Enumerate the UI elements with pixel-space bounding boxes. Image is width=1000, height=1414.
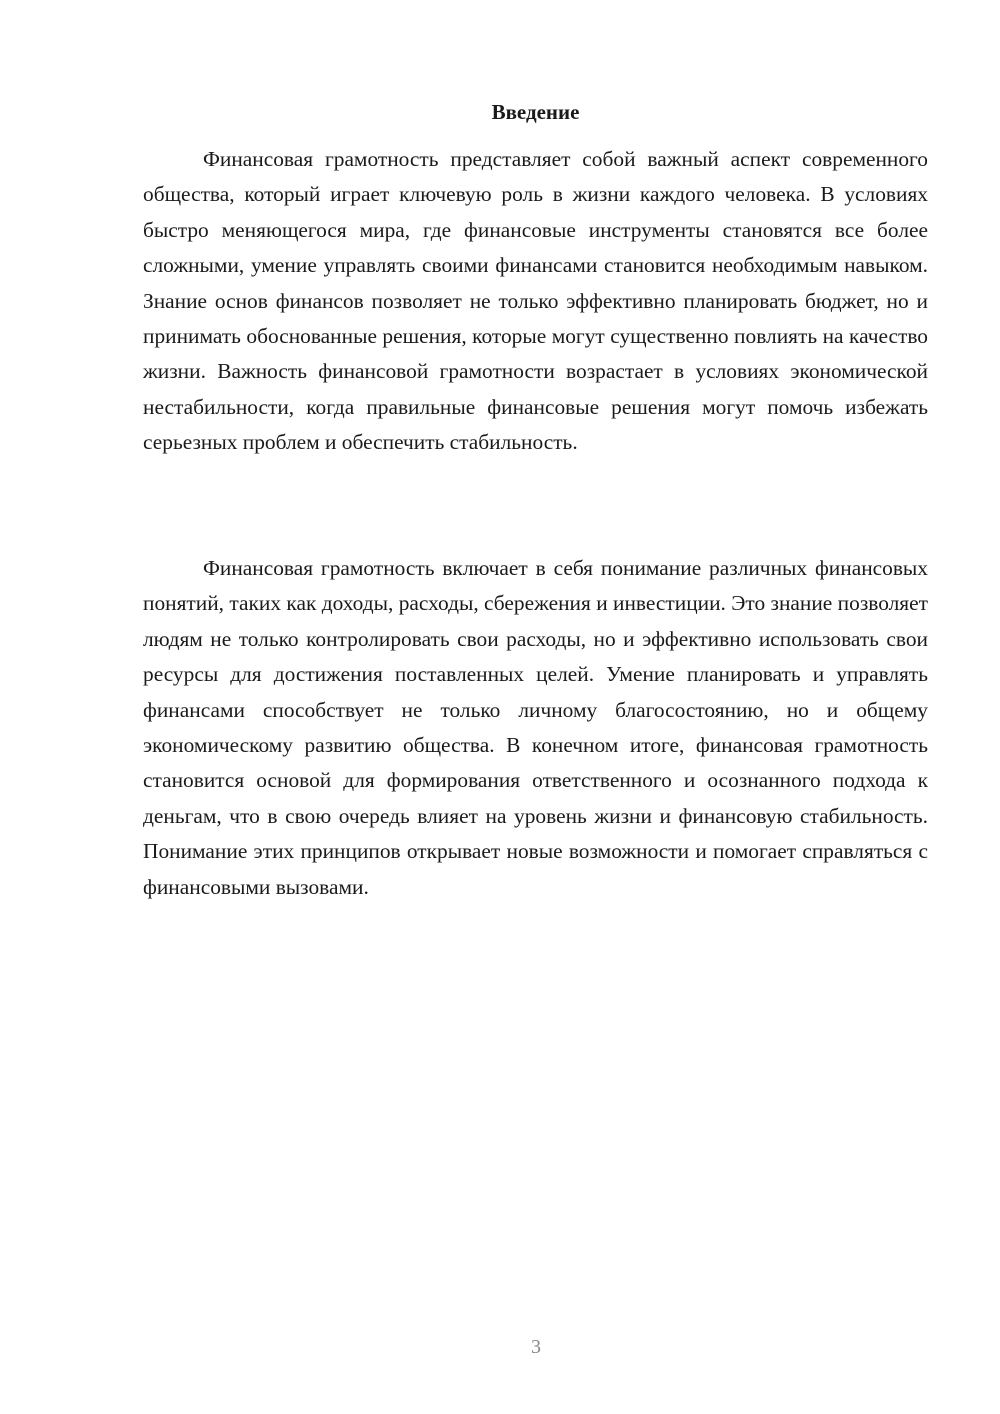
- paragraph-1: Финансовая грамотность представляет собой важный аспект современного общества, который играет ключевую роль в жизни каждого человека. В условиях быстро меняющегося мира, где финансовые инструменты становятся все более сложными, умение управлять своими финансами становится необходимым навыком. Знание основ финансов позволяет не только эффективно планировать бюджет, но и принимать обоснованные решения, которые могут существенно повлиять на качество жизни. Важность финансовой грамотности возрастает в условиях экономической нестабильности, когда правильные финансовые решения могут помочь избежать серьезных проблем и обеспечить стабильность.: [143, 147, 928, 455]
- section-heading: Введение: [491, 100, 580, 124]
- paragraph-2: Финансовая грамотность включает в себя понимание различных финансовых понятий, таких как доходы, расходы, сбережения и инвестиции. Это знание позволяет людям не только контролировать свои расходы, но и эффективно использовать свои ресурсы для достижения поставленных целей. Умение планировать и управлять финансами способствует не только личному благосостоянию, но и общему экономическому развитию общества. В конечном итоге, финансовая грамотность становится основой для формирования ответственного и осознанного подхода к деньгам, что в свою очередь влияет на уровень жизни и финансовую стабильность. Понимание этих принципов открывает новые возможности и помогает справляться с финансовыми вызовами.: [143, 556, 928, 899]
- page-number: 3: [531, 1336, 541, 1358]
